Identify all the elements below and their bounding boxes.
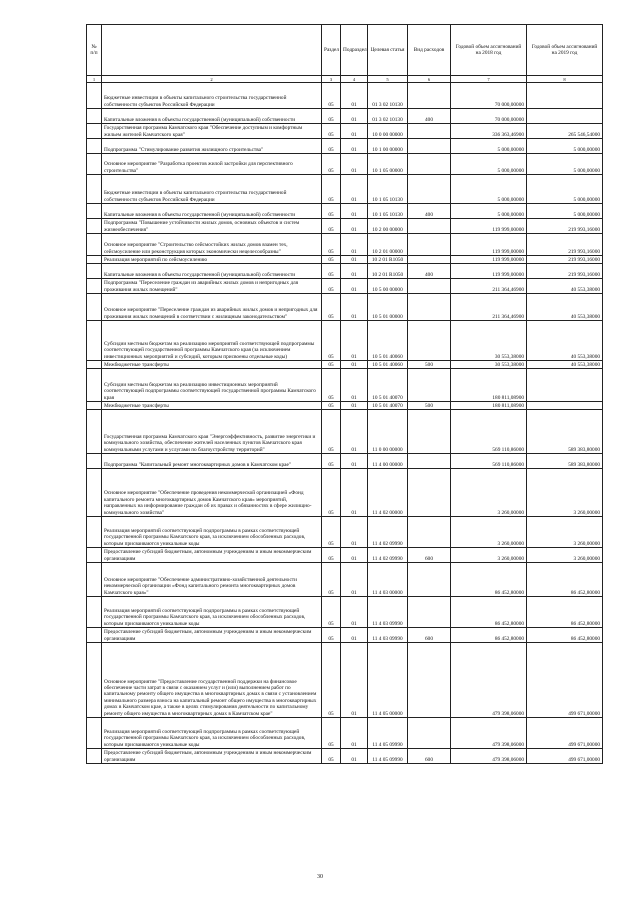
row-target-cell: 11 4 00 00000 [368,454,408,469]
row-2018-cell: 336 363,46900 [451,124,527,139]
row-section-cell: 05 [322,643,341,718]
row-2019-cell: 5 000,00000 [527,204,603,219]
row-target-cell: 01 3 02 10130 [368,83,408,109]
row-section-cell: 05 [322,517,341,548]
row-2018-cell: 479 398,06000 [451,643,527,718]
row-kind-cell [408,321,451,361]
header-row [87,25,603,76]
row-num-cell [87,369,102,402]
row-num-cell [87,597,102,628]
row-2018-cell: 3 260,00000 [451,469,527,517]
row-target-cell: 11 4 03 09990 [368,597,408,628]
table-row [87,718,603,749]
row-section-cell: 05 [322,256,341,264]
table-row [87,628,603,643]
row-num-cell [87,109,102,124]
row-num-cell [87,139,102,154]
row-section-cell: 05 [322,548,341,563]
row-2019-cell: 3 260,00000 [527,548,603,563]
budget-table-container [86,24,602,764]
row-name-cell: Основное мероприятие "Обеспечение административно-хозяйственной деятельности некоммерческой организации «Фонд капитального ремонта многоквартирных домов Камчатского края»" [102,563,322,597]
row-section-cell: 05 [322,469,341,517]
row-2019-cell: 5 000,00000 [527,139,603,154]
row-name-cell: Субсидии местным бюджетам на реализацию инвестиционных мероприятий соответствующей подпрограммы соответствующей государственной программы Камчатского края [102,369,322,402]
row-name-cell: Подпрограмма "Стимулирование развития жилищного строительства" [102,139,322,154]
row-2018-cell: 70 000,00000 [451,83,527,109]
row-num-cell [87,517,102,548]
row-target-cell: 10 5 01 00000 [368,294,408,321]
row-section-cell: 05 [322,219,341,234]
row-kind-cell [408,279,451,294]
row-name-cell: Подпрограмма "Капитальный ремонт многоквартирных домов в Камчатском крае" [102,454,322,469]
row-section-cell: 05 [322,124,341,139]
row-section-cell: 05 [322,139,341,154]
row-section-cell: 05 [322,410,341,454]
row-2018-cell: 479 398,06000 [451,749,527,764]
row-num-cell [87,469,102,517]
row-kind-cell [408,643,451,718]
row-name-cell: Капитальные вложения в объекты государственной (муниципальной) собственности [102,264,322,279]
table-row [87,643,603,718]
row-name-cell: Основное мероприятие "Разработка проектов жилой застройки для перспективного строительства" [102,154,322,175]
row-section-cell: 05 [322,234,341,256]
row-subsection-cell: 01 [341,109,368,124]
row-section-cell: 05 [322,321,341,361]
row-2019-cell: 219 993,16000 [527,234,603,256]
row-subsection-cell: 01 [341,749,368,764]
row-num-cell [87,279,102,294]
row-section-cell: 05 [322,361,341,369]
row-2018-cell: 119 999,00000 [451,219,527,234]
table-row [87,410,603,454]
row-2018-cell: 30 553,38000 [451,361,527,369]
row-kind-cell [408,124,451,139]
row-2019-cell: 86 452,80000 [527,597,603,628]
row-name-cell: Реализация мероприятий соответствующей подпрограммы в рамках соответствующей государственной программы Камчатского края, за исключением обособленных расходов, которым присваиваются уникальные коды [102,517,322,548]
row-target-cell: 11 4 03 09990 [368,628,408,643]
row-2019-cell: 499 671,00000 [527,749,603,764]
row-name-cell: Основное мероприятие "Переселение граждан из аварийных жилых домов и непригодных для проживания жилых помещений в соответствии с жилищным законодательством" [102,294,322,321]
row-kind-cell: 600 [408,628,451,643]
row-2019-cell: 265 546,54000 [527,124,603,139]
row-subsection-cell: 01 [341,279,368,294]
row-kind-cell [408,597,451,628]
row-target-cell: 10 5 01 40070 [368,369,408,402]
header-2018: Годовой объем ассигнований на 2018 год [451,25,527,76]
table-row [87,204,603,219]
row-num-cell [87,204,102,219]
header-kind: Вид расходов [408,25,451,76]
row-name-cell: Государственная программа Камчатского края "Энергоэффективность, развитие энергетики и коммунального хозяйства, обеспечение жителей населенных пунктов Камчатского края коммунальными услугами и услугами по благоустройству территорий" [102,410,322,454]
row-name-cell: Капитальные вложения в объекты государственной (муниципальной) собственности [102,204,322,219]
table-row [87,294,603,321]
row-section-cell: 05 [322,83,341,109]
row-section-cell: 05 [322,369,341,402]
table-row [87,234,603,256]
row-name-cell: Основное мероприятие "Обеспечение проведения некоммерческой организацией «Фонд капитального ремонта многоквартирных домов Камчатского края» мероприятий, направленных на информирование граждан об их правах и обязанностях в сфере жилищно-коммунального хозяйства" [102,469,322,517]
row-kind-cell [408,294,451,321]
row-name-cell: Межбюджетные трансферты [102,361,322,369]
table-row [87,369,603,402]
row-2018-cell: 119 999,00000 [451,256,527,264]
row-2018-cell: 211 364,46900 [451,279,527,294]
row-2019-cell: 3 260,00000 [527,517,603,548]
page-number: 30 [317,874,323,880]
row-num-cell [87,410,102,454]
table-row [87,279,603,294]
row-kind-cell [408,256,451,264]
row-2018-cell: 5 000,00000 [451,175,527,204]
row-kind-cell: 600 [408,749,451,764]
row-kind-cell: 400 [408,264,451,279]
row-kind-cell [408,410,451,454]
row-target-cell: 10 5 01 40070 [368,402,408,410]
row-target-cell: 10 1 00 00000 [368,139,408,154]
table-row [87,139,603,154]
row-subsection-cell: 01 [341,410,368,454]
row-num-cell [87,361,102,369]
row-num-cell [87,175,102,204]
row-2019-cell: 499 671,00000 [527,643,603,718]
row-kind-cell [408,219,451,234]
row-target-cell: 10 5 01 40060 [368,361,408,369]
row-name-cell: Капитальные вложения в объекты государственной (муниципальной) собственности [102,109,322,124]
row-2018-cell: 70 000,00000 [451,109,527,124]
row-section-cell: 05 [322,175,341,204]
column-number: 3 [322,76,341,83]
row-name-cell: Основное мероприятие "Строительство сейсмостойких жилых домов взамен тех, сейсмоусиление или реконструкция которых экономически нецелесообразны" [102,234,322,256]
row-2018-cell: 30 553,38000 [451,321,527,361]
row-subsection-cell: 01 [341,256,368,264]
column-number: 7 [451,76,527,83]
row-section-cell: 05 [322,597,341,628]
table-row [87,175,603,204]
row-target-cell: 11 4 03 00000 [368,563,408,597]
row-target-cell: 10 2 00 00000 [368,219,408,234]
row-name-cell: Основное мероприятие "Предоставление государственной поддержки на финансовое обеспечение части затрат в связи с оказанием услуг и (или) выполнением работ по капитальному ремонту общего имущества в многоквартирных домах в связи с установлением минимального размера взноса на капитальный ремонт общего имущества в многоквартирных домах в Камчатском крае, а также в целях стимулирования деятельности по капитальному ремонту общего имущества в многоквартирных домах в Камчатском крае" [102,643,322,718]
row-num-cell [87,548,102,563]
row-2019-cell: 219 993,16000 [527,256,603,264]
row-target-cell: 11 4 02 00000 [368,469,408,517]
row-kind-cell: 500 [408,361,451,369]
row-subsection-cell: 01 [341,124,368,139]
row-subsection-cell: 01 [341,628,368,643]
row-2018-cell: 3 260,00000 [451,517,527,548]
column-number: 2 [102,76,322,83]
row-kind-cell [408,563,451,597]
column-number: 5 [368,76,408,83]
row-section-cell: 05 [322,154,341,175]
row-subsection-cell: 01 [341,204,368,219]
column-number: 1 [87,76,102,83]
row-subsection-cell: 01 [341,402,368,410]
row-section-cell: 05 [322,718,341,749]
row-section-cell: 05 [322,402,341,410]
row-num-cell [87,454,102,469]
column-number: 8 [527,76,603,83]
row-subsection-cell: 01 [341,154,368,175]
row-num-cell [87,234,102,256]
budget-table [86,24,603,764]
header-num: № п/п [87,25,102,76]
row-2018-cell: 569 110,86000 [451,454,527,469]
row-kind-cell [408,234,451,256]
row-num-cell [87,718,102,749]
column-number: 6 [408,76,451,83]
row-num-cell [87,628,102,643]
row-2019-cell: 219 993,16000 [527,264,603,279]
row-2018-cell: 119 999,00000 [451,264,527,279]
row-2019-cell: 5 000,00000 [527,175,603,204]
row-2018-cell: 180 811,08900 [451,369,527,402]
row-2018-cell: 86 452,80000 [451,628,527,643]
row-kind-cell: 400 [408,204,451,219]
row-section-cell: 05 [322,749,341,764]
row-target-cell: 10 2 01 R1050 [368,264,408,279]
row-kind-cell: 600 [408,548,451,563]
row-2018-cell: 3 260,00000 [451,548,527,563]
row-2019-cell: 589 383,80000 [527,410,603,454]
row-2018-cell: 119 999,00000 [451,234,527,256]
row-kind-cell [408,718,451,749]
row-2018-cell: 5 000,00000 [451,139,527,154]
row-name-cell: Субсидии местным бюджетам на реализацию мероприятий соответствующей подпрограммы соответствующей государственной программы Камчатского края (за исключением инвестиционных мероприятий и субсидий, которым присвоены отдельные коды) [102,321,322,361]
row-2018-cell: 479 398,06000 [451,718,527,749]
row-2018-cell: 86 452,80000 [451,597,527,628]
row-2018-cell: 5 000,00000 [451,154,527,175]
table-row [87,154,603,175]
row-name-cell: Предоставление субсидий бюджетным, автономным учреждениям и иным некоммерческим организациям [102,749,322,764]
row-name-cell: Предоставление субсидий бюджетным, автономным учреждениям и иным некоммерческим организациям [102,628,322,643]
row-2019-cell: 86 452,80000 [527,628,603,643]
table-row [87,321,603,361]
row-name-cell: Подпрограмма "Переселение граждан из аварийных жилых домов и непригодных для проживания жилых помещений" [102,279,322,294]
table-row [87,219,603,234]
row-subsection-cell: 01 [341,718,368,749]
row-num-cell [87,219,102,234]
row-2019-cell: 219 993,16000 [527,219,603,234]
row-target-cell: 11 4 05 00000 [368,643,408,718]
row-subsection-cell: 01 [341,139,368,154]
row-2019-cell [527,402,603,410]
row-subsection-cell: 01 [341,175,368,204]
header-subsection: Подраздел [341,25,368,76]
header-2019: Годовой объем ассигнований на 2019 год [527,25,603,76]
table-row [87,124,603,139]
row-kind-cell: 500 [408,402,451,410]
row-subsection-cell: 01 [341,234,368,256]
row-subsection-cell: 01 [341,548,368,563]
table-row [87,597,603,628]
row-kind-cell: 400 [408,109,451,124]
row-name-cell: Бюджетные инвестиции в объекты капитального строительства государственной собственности субъектов Российской Федерации [102,83,322,109]
row-subsection-cell: 01 [341,369,368,402]
row-kind-cell [408,454,451,469]
row-2019-cell: 589 383,80000 [527,454,603,469]
row-2019-cell: 3 260,00000 [527,469,603,517]
table-row [87,454,603,469]
row-subsection-cell: 01 [341,643,368,718]
row-2018-cell: 569 110,86000 [451,410,527,454]
table-row [87,749,603,764]
row-name-cell: Подпрограмма "Повышение устойчивости жилых домов, основных объектов и систем жизнеобеспечения" [102,219,322,234]
table-row [87,361,603,369]
row-2019-cell: 499 671,00000 [527,718,603,749]
row-2019-cell: 5 000,00000 [527,154,603,175]
row-target-cell: 10 2 01 R1050 [368,256,408,264]
row-num-cell [87,83,102,109]
row-2019-cell: 40 553,38000 [527,279,603,294]
row-target-cell: 10 2 01 00000 [368,234,408,256]
row-kind-cell [408,517,451,548]
row-subsection-cell: 01 [341,321,368,361]
row-kind-cell [408,139,451,154]
row-num-cell [87,563,102,597]
table-row [87,548,603,563]
row-num-cell [87,154,102,175]
row-subsection-cell: 01 [341,454,368,469]
row-target-cell: 10 1 05 00000 [368,154,408,175]
row-subsection-cell: 01 [341,294,368,321]
row-2018-cell: 86 452,80000 [451,563,527,597]
row-name-cell: Предоставление субсидий бюджетным, автономным учреждениям и иным некоммерческим организациям [102,548,322,563]
row-name-cell: Реализация мероприятий по сейсмоусилению [102,256,322,264]
row-2019-cell: 86 452,80000 [527,563,603,597]
row-target-cell: 01 3 02 10130 [368,109,408,124]
row-name-cell: Бюджетные инвестиции в объекты капитального строительства государственной собственности субъектов Российской Федерации [102,175,322,204]
row-section-cell: 05 [322,563,341,597]
row-2018-cell: 211 364,46900 [451,294,527,321]
column-number: 4 [341,76,368,83]
row-target-cell: 10 5 00 00000 [368,279,408,294]
row-2019-cell: 40 553,38000 [527,361,603,369]
row-target-cell: 11 4 02 09990 [368,548,408,563]
row-num-cell [87,124,102,139]
table-row [87,256,603,264]
table-row [87,402,603,410]
row-2019-cell: 40 553,38000 [527,321,603,361]
row-subsection-cell: 01 [341,219,368,234]
row-2019-cell [527,109,603,124]
row-target-cell: 11 4 05 09990 [368,718,408,749]
header-name [102,25,322,76]
table-row [87,517,603,548]
row-num-cell [87,256,102,264]
table-body [87,83,603,764]
row-target-cell: 11 0 00 00000 [368,410,408,454]
row-section-cell: 05 [322,204,341,219]
row-target-cell: 10 5 01 40060 [368,321,408,361]
row-subsection-cell: 01 [341,469,368,517]
row-subsection-cell: 01 [341,517,368,548]
row-section-cell: 05 [322,109,341,124]
row-2018-cell: 5 000,00000 [451,204,527,219]
row-kind-cell [408,83,451,109]
row-section-cell: 05 [322,279,341,294]
row-kind-cell [408,469,451,517]
row-section-cell: 05 [322,628,341,643]
row-subsection-cell: 01 [341,361,368,369]
row-num-cell [87,294,102,321]
row-name-cell: Межбюджетные трансферты [102,402,322,410]
row-name-cell: Реализация мероприятий соответствующей подпрограммы в рамках соответствующей государственной программы Камчатского края, за исключением обособленных расходов, которым присваиваются уникальные коды [102,718,322,749]
row-2018-cell: 180 811,08900 [451,402,527,410]
row-section-cell: 05 [322,264,341,279]
table-row [87,83,603,109]
row-section-cell: 05 [322,454,341,469]
row-num-cell [87,749,102,764]
row-name-cell: Государственная программа Камчатского края "Обеспечение доступным и комфортным жильем жителей Камчатского края" [102,124,322,139]
row-name-cell: Реализация мероприятий соответствующей подпрограммы в рамках соответствующей государственной программы Камчатского края, за исключением обособленных расходов, которым присваиваются уникальные коды [102,597,322,628]
table-row [87,563,603,597]
row-2019-cell [527,83,603,109]
row-kind-cell [408,369,451,402]
row-section-cell: 05 [322,294,341,321]
row-subsection-cell: 01 [341,563,368,597]
table-row [87,469,603,517]
row-num-cell [87,264,102,279]
table-row [87,109,603,124]
row-kind-cell [408,154,451,175]
row-target-cell: 11 4 02 09990 [368,517,408,548]
row-target-cell: 10 1 05 10130 [368,204,408,219]
header-target: Целевая статья [368,25,408,76]
row-target-cell: 10 1 05 10130 [368,175,408,204]
row-kind-cell [408,175,451,204]
row-subsection-cell: 01 [341,83,368,109]
header-section: Раздел [322,25,341,76]
column-number-row [87,76,603,83]
row-subsection-cell: 01 [341,597,368,628]
row-target-cell: 11 4 05 09990 [368,749,408,764]
row-target-cell: 10 0 00 00000 [368,124,408,139]
row-num-cell [87,402,102,410]
row-subsection-cell: 01 [341,264,368,279]
table-row [87,264,603,279]
row-num-cell [87,643,102,718]
row-2019-cell: 40 553,38000 [527,294,603,321]
row-num-cell [87,321,102,361]
row-2019-cell [527,369,603,402]
